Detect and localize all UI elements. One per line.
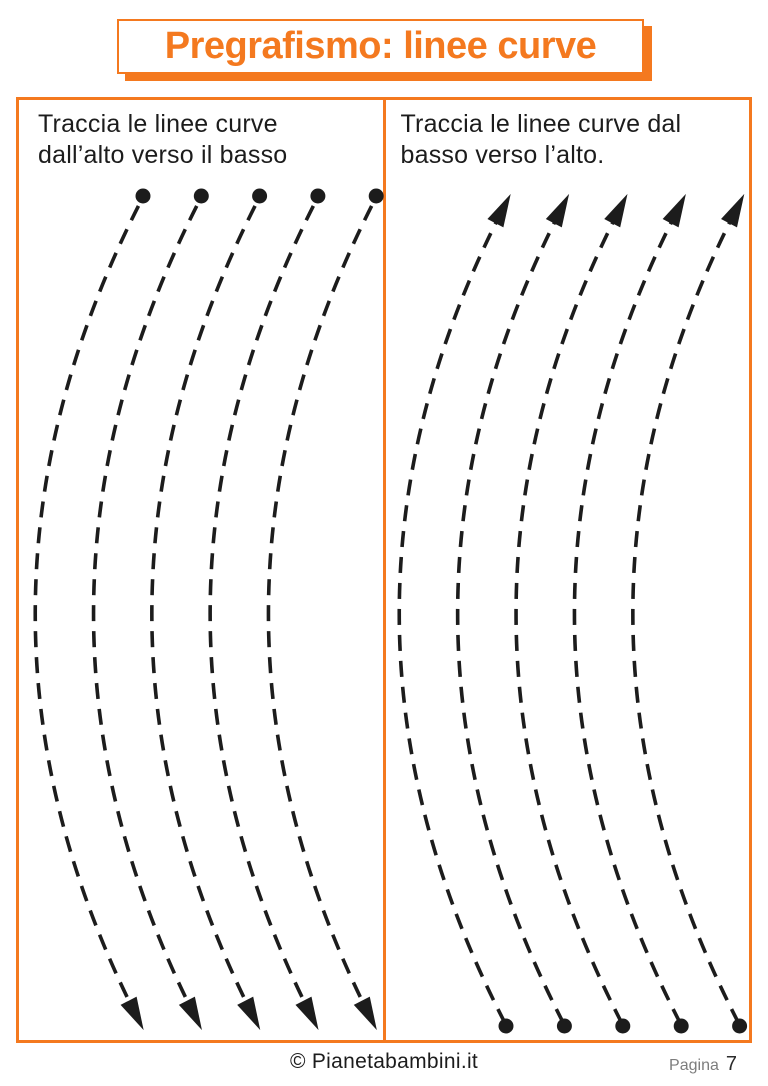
page-indicator [669,1053,737,1076]
panel-top-to-bottom [19,100,383,1040]
instruction-left-line2: dall’alto verso il basso [38,141,288,169]
panel-bottom-to-top [386,100,750,1040]
instruction-left-line1: Traccia le linee curve [38,110,278,138]
instruction-right [401,109,682,171]
instruction-right-line2: basso verso l’alto. [400,141,605,169]
title-box [117,19,644,74]
page-title: Pregrafismo: linee curve [164,25,597,67]
page-label: Pagina [669,1057,719,1074]
worksheet-frame [16,97,752,1043]
instruction-right-line1: Traccia le linee curve dal [400,110,682,138]
instruction-left [38,109,287,171]
footer [0,1043,768,1086]
copyright: © Pianetabambini.it [289,1050,479,1073]
page-number: 7 [725,1053,737,1075]
